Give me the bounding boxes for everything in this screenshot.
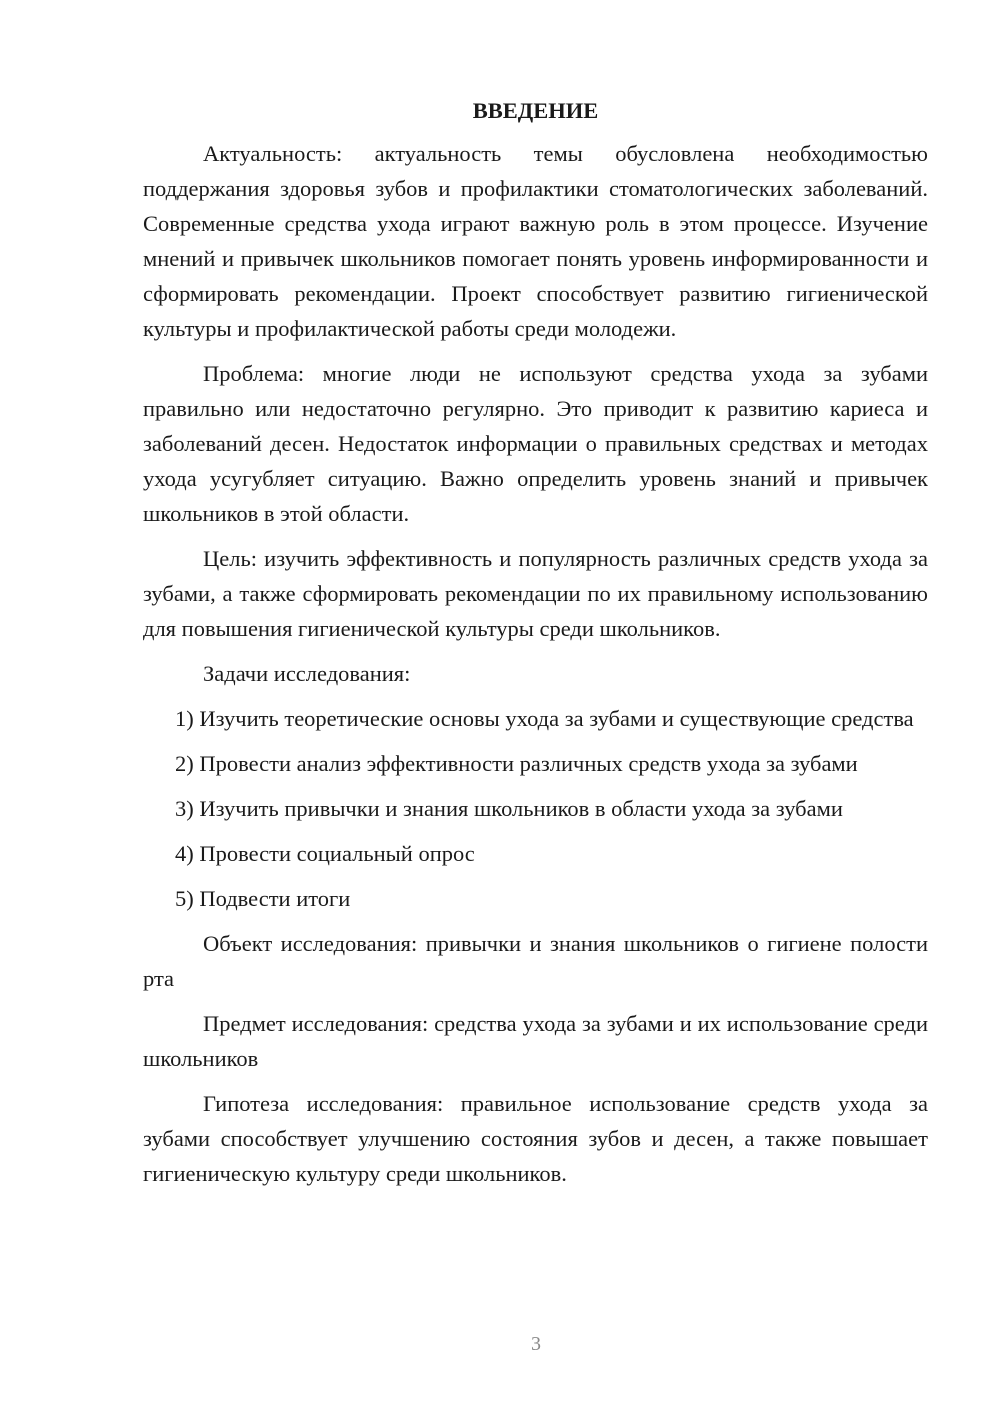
paragraph-goal: Цель: изучить эффективность и популярность различных средств ухода за зубами, а также сформировать рекомендации по их правильному использованию для повышения гигиенической культуры среди школьников. (143, 546, 928, 641)
page-number: 3 (531, 1333, 541, 1355)
page-heading: ВВЕДЕНИЕ (472, 98, 599, 123)
paragraph-relevance: Актуальность: актуальность темы обусловлена необходимостью поддержания здоровья зубов и профилактики стоматологических заболеваний. Современные средства ухода играют важную роль в этом процессе. Изучение мнений и привычек школьников помогает понять уровень информированности и сформировать рекомендации. Проект способствует развитию гигиенической культуры и профилактической работы среди молодежи. (143, 141, 928, 341)
tasks-title: Задачи исследования: (203, 661, 411, 686)
paragraph-object: Объект исследования: привычки и знания школьников о гигиене полости рта (143, 931, 928, 991)
task-item: 4) Провести социальный опрос (175, 841, 475, 866)
task-item: 3) Изучить привычки и знания школьников в области ухода за зубами (175, 796, 843, 821)
paragraph-hypothesis: Гипотеза исследования: правильное использование средств ухода за зубами способствует улучшению состояния зубов и десен, а также повышает гигиеническую культуру среди школьников. (143, 1091, 928, 1186)
task-item: 5) Подвести итоги (175, 886, 351, 911)
paragraph-problem: Проблема: многие люди не используют средства ухода за зубами правильно или недостаточно регулярно. Это приводит к развитию кариеса и заболеваний десен. Недостаток информации о правильных средствах и методах ухода усугубляет ситуацию. Важно определить уровень знаний и привычек школьников в этой области. (143, 361, 928, 526)
page-content (143, 96, 928, 1201)
task-item: 2) Провести анализ эффективности различных средств ухода за зубами (175, 751, 858, 776)
paragraph-subject: Предмет исследования: средства ухода за зубами и их использование среди школьников (143, 1011, 928, 1071)
task-item: 1) Изучить теоретические основы ухода за зубами и существующие средства (175, 706, 914, 731)
